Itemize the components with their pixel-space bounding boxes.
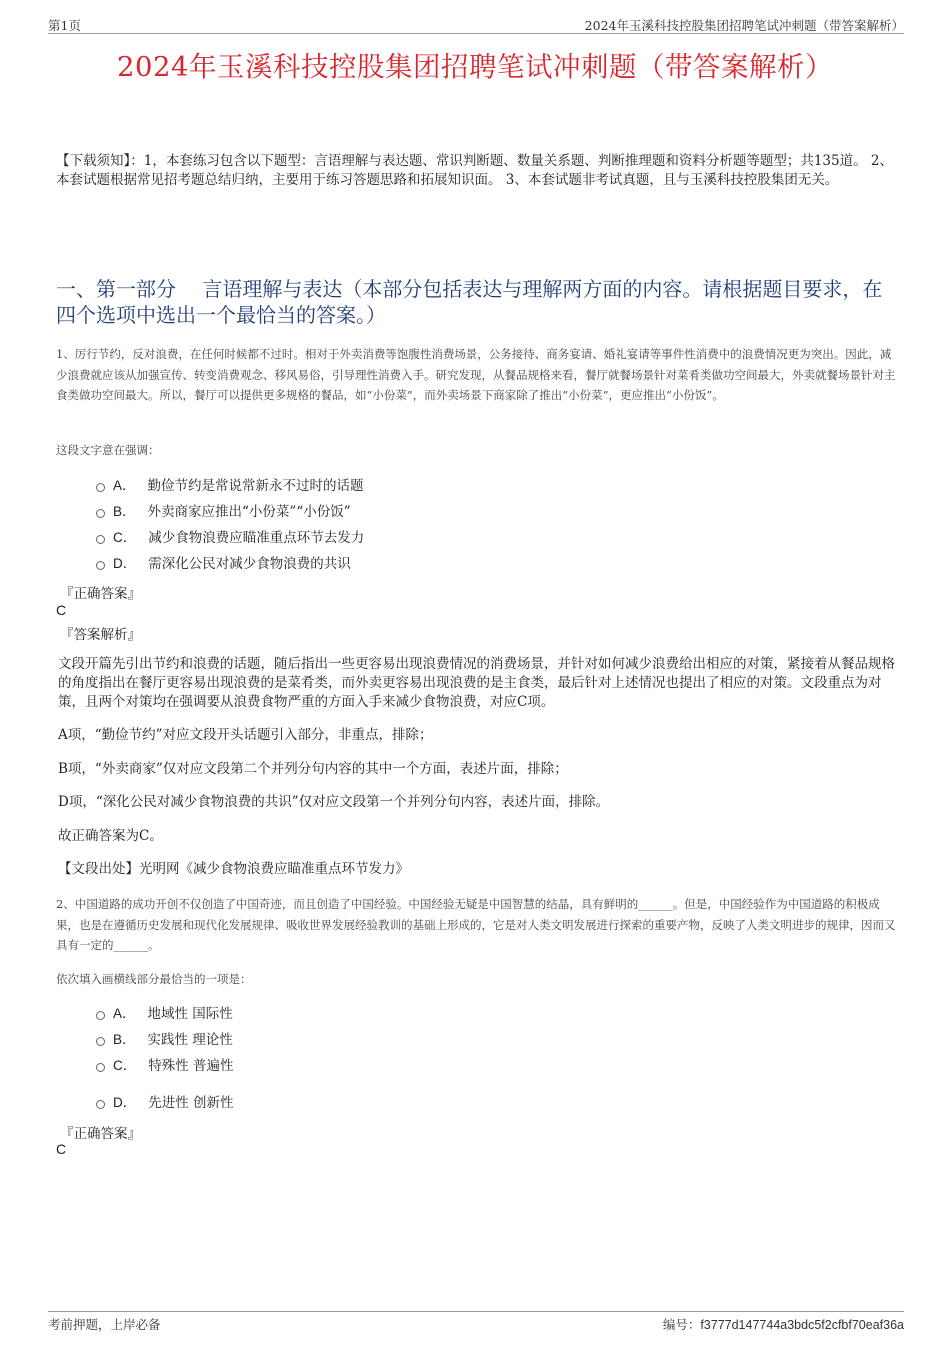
question-1-source: 【文段出处】光明网《减少食物浪费应瞄准重点环节发力》 (58, 861, 409, 877)
question-1-answer-label: 『正确答案』 (60, 586, 141, 602)
question-1-analysis: 文段开篇先引出节约和浪费的话题，随后指出一些更容易出现浪费情况的消费场景，并针对如何减少浪费给出相应的对策，紧接着从餐品规格的角度指出在餐厅更容易出现浪费的是菜肴类，而外卖更容易出现浪费的是主食类，最后针对上述情况也提出了相应的对策。文段重点为对策，且两个对策均在强调要从浪费食物严重的方面入手来减少食物浪费，对应C项。 (58, 656, 895, 710)
question-1-analysis-label: 『答案解析』 (60, 627, 141, 643)
radio-icon[interactable] (96, 483, 105, 492)
footer-code: 编号：f3777d147744a3bdc5f2cfbf70eaf36a (662, 1317, 904, 1332)
question-2-prompt: 依次填入画横线部分最恰当的一项是： (56, 972, 252, 986)
question-1-prompt: 这段文字意在强调： (56, 443, 160, 457)
header-doc-title: 2024年玉溪科技控股集团招聘笔试冲刺题（带答案解析） (584, 18, 904, 33)
question-1-note-d: D项，“深化公民对减少食物浪费的共识”仅对应文段第一个并列分句内容，表述片面，排除。 (58, 794, 610, 810)
page-header (48, 14, 904, 34)
question-1-note-a: A项，“勤俭节约”对应文段开头话题引入部分，非重点，排除； (58, 727, 433, 743)
question-2-answer: C (56, 1141, 67, 1157)
document-title: 2024年玉溪科技控股集团招聘笔试冲刺题（带答案解析） (117, 51, 833, 83)
question-2-option-a[interactable]: A． 地域性 国际性 (96, 1005, 233, 1023)
radio-icon[interactable] (96, 1063, 105, 1072)
question-1-note-b: B项，“外卖商家”仅对应文段第二个并列分句内容的其中一个方面，表述片面，排除； (58, 761, 568, 777)
radio-icon[interactable] (96, 535, 105, 544)
question-2-option-b[interactable]: B． 实践性 理论性 (96, 1031, 233, 1049)
question-1-option-b[interactable]: B． 外卖商家应推出“小份菜”“小份饭” (96, 503, 351, 521)
question-2-option-c[interactable]: C． 特殊性 普遍性 (96, 1057, 234, 1075)
question-2-option-d[interactable]: D． 先进性 创新性 (96, 1094, 234, 1112)
radio-icon[interactable] (96, 1011, 105, 1020)
question-2-answer-label: 『正确答案』 (60, 1126, 141, 1142)
footer-slogan: 考前押题，上岸必备 (48, 1317, 161, 1332)
radio-icon[interactable] (96, 509, 105, 518)
question-1-answer: C (56, 602, 67, 618)
question-1-option-c[interactable]: C． 减少食物浪费应瞄准重点环节去发力 (96, 529, 364, 547)
radio-icon[interactable] (96, 1100, 105, 1109)
question-1-conclusion: 故正确答案为C。 (58, 828, 163, 844)
radio-icon[interactable] (96, 1037, 105, 1046)
radio-icon[interactable] (96, 561, 105, 570)
question-1-option-d[interactable]: D． 需深化公民对减少食物浪费的共识 (96, 555, 351, 573)
page-number: 第1页 (48, 18, 81, 33)
footer-divider (48, 1311, 904, 1312)
question-2-text: 2、中国道路的成功开创不仅创造了中国奇迹，而且创造了中国经验。中国经验无疑是中国智慧的结晶，具有鲜明的______。但是，中国经验作为中国道路的积极成果，也是在遵循历史发展和现代化发展规律、吸收世界发展经验教训的基础上形成的，它是对人类文明发展进行探索的重要产物，反映了人类文明进步的规律，因而又具有一定的______。 (56, 897, 896, 952)
question-1-text: 1、厉行节约，反对浪费，在任何时候都不过时。相对于外卖消费等饱腹性消费场景，公务接待、商务宴请、婚礼宴请等事件性消费中的浪费情况更为突出。因此，减少浪费就应该从加强宣传、转变消费观念、移风易俗，引导理性消费入手。研究发现，从餐品规格来看，餐厅就餐场景针对菜肴类做功空间最大，外卖就餐场景针对主食类做功空间最大。所以，餐厅可以提供更多规格的餐品，如“小份菜”，而外卖场景下商家除了推出“小份菜”，更应推出“小份饭”。 (56, 347, 896, 402)
section-heading: 一、第一部分 言语理解与表达（本部分包括表达与理解两方面的内容。请根据题目要求，在四个选项中选出一个最恰当的答案。） (56, 277, 883, 327)
question-1-option-a[interactable]: A． 勤俭节约是常说常新永不过时的话题 (96, 477, 364, 495)
download-notice: 【下载须知】：1，本套练习包含以下题型：言语理解与表达题、常识判断题、数量关系题、判断推理题和资料分析题等题型；共135道。 2、本套试题根据常见招考题总结归纳，主要用于练习答题思路和拓展知识面。 3、本套试题非考试真题，且与玉溪科技控股集团无关。 (56, 153, 893, 188)
